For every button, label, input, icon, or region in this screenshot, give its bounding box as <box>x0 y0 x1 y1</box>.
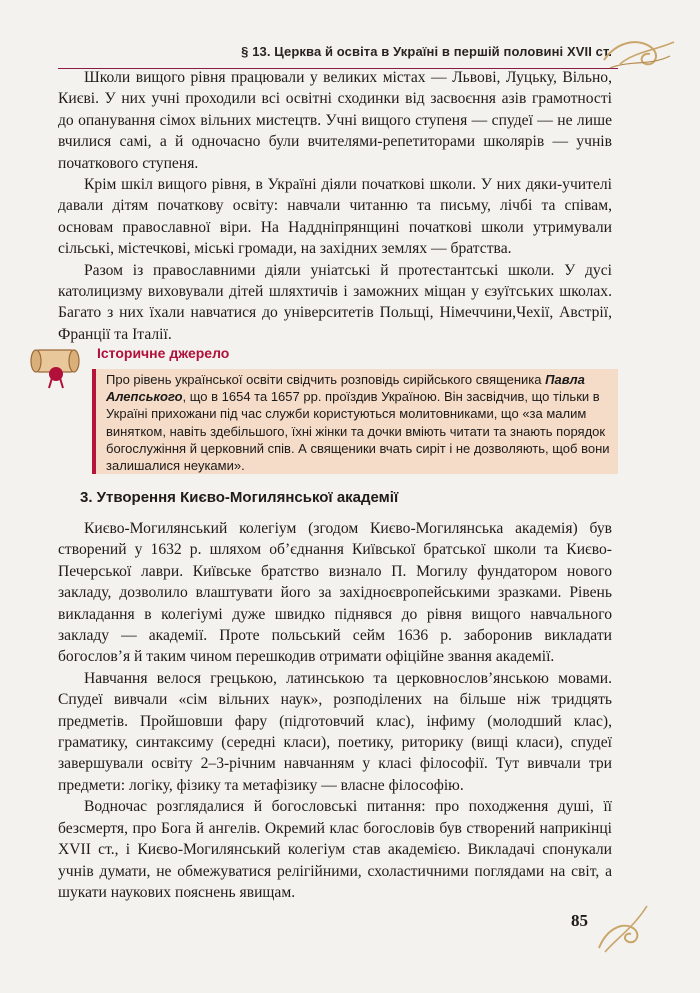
source-title: Історичне джерело <box>97 345 230 361</box>
paragraph: Водночас розглядалися й богословські питання: про походження душі, її безсмертя, про Бога й ангелів. Окремий клас богословів був створений наприкінці XVII ст., і Києво-Могилянський колегіум став академією. Викладачі спонукали учнів думати, не обмежуватися релігійними, схоластичними поглядами на світ, а шукати наукових пояснень явищам. <box>58 798 612 901</box>
section-number: § 13. <box>241 44 271 59</box>
section-heading: 3. Утворення Києво-Могилянської академії <box>80 489 399 506</box>
flourish-ornament-icon <box>600 30 680 80</box>
running-header-title <box>241 44 612 59</box>
scroll-icon <box>28 340 88 390</box>
paragraph: Навчання велося грецькою, латинською та церковнослов’янською мовами. Спудеї вивчали «сім вільних наук», розподілених на більше ніж тридцять предметів. Пройшовши фару (підготовчий клас), інфиму (молодший клас), граматику, синтаксиму (середні класи), поетику, риторику (вищі класи), спудеї завершували освіту 2–3-річним навчанням у класі філософії. Тут вивчали три предмети: логіку, фізику та метафізику — власне філософію. <box>58 669 612 794</box>
historical-source-box <box>92 369 618 474</box>
source-text <box>106 371 610 474</box>
page-number: 85 <box>571 911 588 930</box>
source-text-after: , що в 1654 та 1657 рр. проїздив Україною. Він засвідчив, що тільки в Україні прихожани під час служби користуються молитовниками, що «за малим винятком, навіть здебільшого, їхні жінки та дочки вміють читати та знають порядок богослужіння й церковний спів. А священики вчать сиріт і не дозволяють, щоб вони залишалися неуками». <box>106 389 610 474</box>
running-header <box>58 38 618 69</box>
paragraph: Києво-Могилянський колегіум (згодом Києво-Могилянська академія) був створений у 1632 р. шляхом об’єднання Київської братської школи та Києво-Печерської лаври. Київське братство визнало П. Могилу фундатором нового закладу, дозволило влаштувати його за західноєвропейськими зразками. Рівень викладання в колегіумі дуже швидко піднявся до рівня вищого навчального закладу — академії. Проте польський сейм 1636 р. заборонив викладати богослов’я й таким чином перешкодив отримати офіційне звання академії. <box>58 520 612 666</box>
flourish-ornament-icon <box>593 898 653 958</box>
header-title-text: Церква й освіта в Україні в першій половині XVII ст. <box>274 44 612 59</box>
source-text-before: Про рівень української освіти свідчить розповідь сирійського священика <box>106 372 546 387</box>
section-1-text <box>58 67 612 345</box>
section-2-text <box>58 518 612 903</box>
paragraph: Крім шкіл вищого рівня, в Україні діяли початкові школи. У них дяки-учителі давали дітям початкову освіту: навчали читанню та письму, лічбі та співам, основам православної віри. На Наддніпрянщині початкові школи утримували сільські, містечкові, міські громади, на західних землях — братства. <box>58 176 612 258</box>
source-author: Павла Алепського <box>106 372 585 405</box>
paragraph: Разом із православними діяли уніатські й протестантські школи. У дусі католицизму виховували дітей шляхтичів і заможних міщан у єзуїтських школах. Багато з них їхали навчатися до університетів Польщі, Німеччини,Чехії, Австрії, Франції та Італії. <box>58 261 612 343</box>
paragraph: Школи вищого рівня працювали у великих містах — Львові, Луцьку, Вільно, Києві. У них учні проходили всі освітні сходинки від засвоєння азів грамотності до опанування сімох вільних мистецтв. Учні вищого ступеня — спудеї — не лише вчилися самі, а й одночасно були вчителями-репетиторами школярів — учнів початкового ступеня. <box>58 69 612 172</box>
